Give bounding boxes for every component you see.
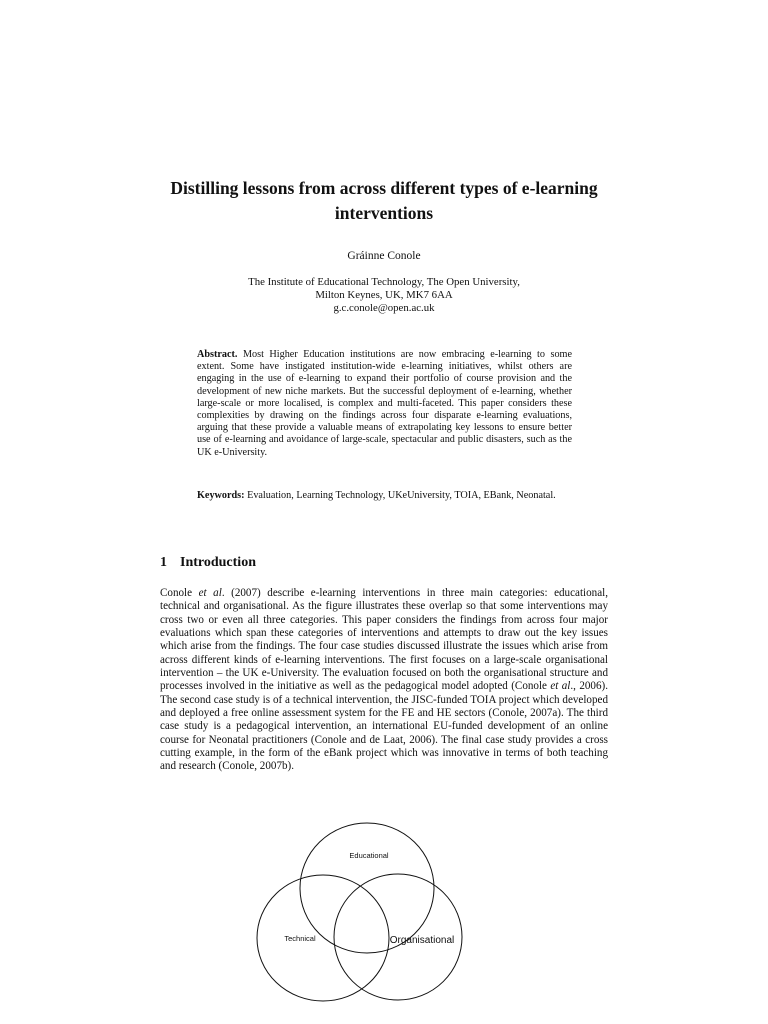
keywords-text: Evaluation, Learning Technology, UKeUniversity, TOIA, EBank, Neonatal.	[244, 490, 556, 501]
affiliation-line: The Institute of Educational Technology, The Open University,	[248, 276, 520, 288]
body-text: . (2007) describe e-learning interventions in three main categories: educational, technical and organisational. As the figure illustrates these overlap so that some interventions may cross two or even all three categories. This paper considers the findings from across four major evaluations which span these categories of interventions and attempts to draw out the key issues which arise from the findings. The four case studies discussed illustrate the issues which arise from across different kinds of e-learning interventions. The first focuses on a large-scale organisational intervention – the UK e-University. The evaluation focused on both the organisational structure and processes involved in the initiative as well as the pedagogical model adopted (Conole	[160, 587, 608, 693]
body-text-italic: et al	[198, 587, 222, 599]
circle-educational	[300, 823, 434, 953]
circle-technical	[257, 875, 389, 1001]
section-title: Introduction	[180, 555, 256, 570]
body-text: ., 2006). The second case study is of a technical intervention, the JISC-funded TOIA project which developed and deployed a free online assessment system for the FE and HE sectors (Conole, 2007a). The third case study is a pedagogical intervention, an international EU-funded development of an online course for Neonatal practitioners (Conole and de Laat, 2006). The final case study provides a cross cutting example, in the form of the eBank project which was innovative in terms of both teaching and research (Conole, 2007b).	[160, 680, 608, 773]
label-technical: Technical	[284, 934, 316, 943]
section-heading	[160, 554, 256, 572]
author-email: g.c.conole@open.ac.uk	[333, 302, 435, 314]
abstract	[197, 349, 572, 459]
affiliation-address: Milton Keynes, UK, MK7 6AA	[315, 289, 453, 301]
affiliation-block	[160, 276, 608, 315]
body-text: Conole	[160, 587, 199, 599]
paper-title: Distilling lessons from across different types of e-learning interventions	[170, 178, 598, 223]
author-name: Gráinne Conole	[347, 250, 421, 262]
section-number: 1	[160, 555, 167, 570]
label-organisational: Organisational	[389, 935, 455, 946]
intro-paragraph	[160, 587, 608, 774]
abstract-text: Most Higher Education institutions are now embracing e-learning to some extent. Some have instigated institution-wide e-learning initiatives, whilst others are engaging in the use of e-learning to expand their portfolio of course provision and the development of new niche markets. But the successful deployment of e-learning, whether large-scale or more localised, is complex and multi-faceted. This paper considers these complexities by drawing on the findings across four disparate e-learning evaluations, arguing that these provide a valuable means of extrapolating key lessons to ensure better use of e-learning and avoidance of large-scale, spectacular and public disasters, such as the UK e-University.	[197, 349, 572, 458]
abstract-label: Abstract.	[197, 349, 238, 360]
body-text-italic: et al	[550, 680, 571, 693]
keywords-label: Keywords:	[197, 490, 245, 501]
label-educational: Educational	[349, 851, 389, 860]
keywords	[197, 489, 572, 502]
venn-diagram	[250, 810, 470, 1022]
